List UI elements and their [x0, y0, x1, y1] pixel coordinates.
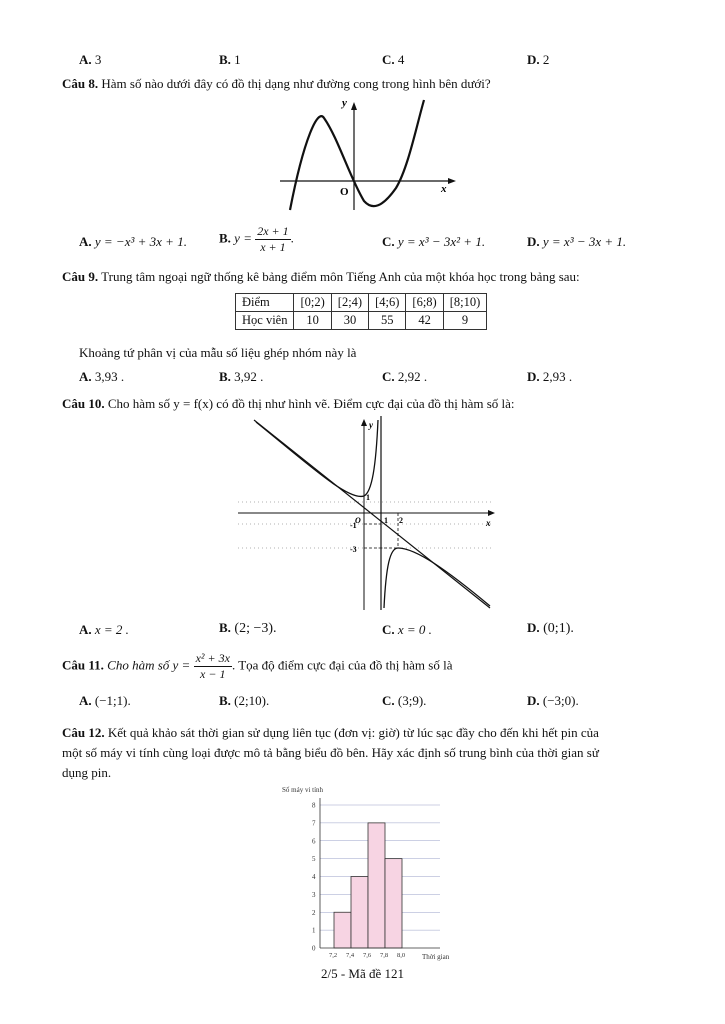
- histo-x-tick-label: 7,8: [380, 952, 389, 959]
- q10-oblique-asymptote: [254, 420, 490, 608]
- q8-cubic-curve: [290, 100, 424, 210]
- histo-bar: [368, 823, 385, 948]
- q9-option-b: B. 3,92 .: [219, 369, 264, 384]
- q10-left-branch: [256, 420, 378, 496]
- q10-text: Cho hàm số y = f(x) có đồ thị như hình vẽ. Điểm cực đại của đồ thị hàm số là:: [107, 396, 515, 411]
- q12-line1-text: Kết quả khảo sát thời gian sử dụng liên tục (đơn vị: giờ) từ lúc sạc đầy cho đến khi hết pin của: [107, 725, 599, 740]
- histo-x-ticks: [329, 952, 405, 959]
- q9-stem: [62, 269, 580, 285]
- q10-y-label: y: [369, 420, 373, 430]
- q7-option-d-text: 2: [542, 52, 550, 67]
- histo-x-label: Thời gian: [422, 953, 450, 961]
- q8-option-a-text: y = −x³ + 3x + 1.: [94, 234, 187, 249]
- q9-score-table: [235, 293, 487, 330]
- histo-bar: [351, 877, 368, 949]
- q7-option-c: C. 4: [382, 52, 405, 67]
- q12-line1: [62, 725, 599, 741]
- table-cell: [0;2): [294, 294, 331, 312]
- q11-option-c: C. (3;9).: [382, 693, 427, 708]
- histo-bar: [385, 859, 402, 948]
- histo-y-tick-label: 0: [312, 944, 316, 953]
- q9-option-c-text: 2,92 .: [397, 369, 428, 384]
- q12-line3: dụng pin.: [62, 765, 112, 780]
- q10-option-c: C. x = 0 .: [382, 622, 432, 637]
- q7-option-d: D. 2: [527, 52, 550, 67]
- histo-y-tick-label: 1: [312, 926, 316, 935]
- q10-x-arrow: [488, 510, 495, 516]
- table-cell: 30: [331, 312, 368, 330]
- q11-label: Câu 11.: [62, 657, 104, 673]
- q8-option-d-text: y = x³ − 3x + 1.: [542, 234, 627, 249]
- q11-denominator: x − 1: [200, 667, 226, 681]
- q8-option-b: B. y = $\frac{2x + 1}{x + 1}$ .: [219, 224, 294, 254]
- q11-text-suffix: . Tọa độ điểm cực đại của đồ thị hàm số là: [231, 657, 453, 673]
- histo-y-tick-label: 3: [312, 890, 316, 899]
- q11-option-a-text: (−1;1).: [94, 693, 131, 708]
- table-cell: 55: [369, 312, 406, 330]
- table-cell: [2;4): [331, 294, 368, 312]
- histo-y-tick-label: 8: [312, 801, 316, 810]
- q8-y-label: y: [342, 98, 347, 109]
- q12-label: Câu 12.: [62, 725, 105, 740]
- q8-x-arrow: [448, 178, 456, 184]
- histo-y-tick-label: 6: [312, 837, 316, 846]
- q7-option-b-text: 1: [234, 52, 241, 67]
- q8-y-arrow: [351, 102, 357, 110]
- histo-y-tick-label: 7: [312, 819, 316, 828]
- q10-option-a: A. x = 2 .: [79, 622, 129, 637]
- q11-fraction: [194, 651, 232, 682]
- q8-stem: [62, 76, 491, 92]
- q8-option-b-prefix: y =: [234, 230, 252, 246]
- q11-option-d-text: (−3;0).: [542, 693, 579, 708]
- q12-histogram: [270, 784, 455, 964]
- q8-option-c: C. y = x³ − 3x² + 1.: [382, 234, 486, 249]
- histo-y-label: Số máy vi tính: [282, 786, 324, 794]
- histo-x-tick-label: 7,2: [329, 952, 338, 959]
- q9-option-b-text: 3,92 .: [234, 369, 264, 384]
- q10-option-d-text: (0;1).: [543, 621, 574, 636]
- q11-stem: [62, 651, 452, 682]
- q8-option-b-denominator: x + 1: [260, 240, 286, 254]
- q8-option-a: A. y = −x³ + 3x + 1.: [79, 234, 187, 249]
- q10-right-branch: [384, 548, 490, 608]
- table-cell: Điểm: [236, 294, 294, 312]
- q7-option-a: A. 3: [79, 52, 102, 67]
- q11-option-c-text: (3;9).: [397, 693, 427, 708]
- q9-option-a: A. 3,93 .: [79, 369, 125, 384]
- table-row: [236, 294, 487, 312]
- histo-y-ticks: [312, 802, 316, 953]
- q9-option-c: C. 2,92 .: [382, 369, 428, 384]
- q8-option-d: D. y = x³ − 3x + 1.: [527, 234, 627, 249]
- q10-y-arrow: [361, 419, 367, 426]
- table-cell: Học viên: [236, 312, 294, 330]
- q7-option-b: B. 1: [219, 52, 241, 67]
- q10-tick-x2: 2: [399, 516, 403, 525]
- q7-option-c-text: 4: [397, 52, 405, 67]
- table-cell: [8;10): [443, 294, 487, 312]
- q11-option-a: A. (−1;1).: [79, 693, 131, 708]
- q10-tick-ym3: -3: [350, 545, 357, 554]
- histo-y-tick-label: 5: [312, 855, 316, 864]
- q9-label: Câu 9.: [62, 269, 99, 284]
- q10-graph: [238, 416, 500, 612]
- table-cell: [4;6): [369, 294, 406, 312]
- q8-x-label: x: [441, 183, 447, 195]
- q8-option-b-numerator: 2x + 1: [257, 224, 289, 238]
- histo-x-tick-label: 8,0: [397, 952, 406, 959]
- q10-tick-y1: 1: [366, 493, 370, 502]
- q11-option-b-text: (2;10).: [234, 693, 270, 708]
- q11-text-prefix: Cho hàm số y =: [107, 657, 191, 673]
- q10-origin-label: O: [355, 516, 361, 525]
- histo-x-tick-label: 7,6: [363, 952, 372, 959]
- table-cell: 10: [294, 312, 331, 330]
- table-cell: 42: [406, 312, 443, 330]
- q8-option-c-text: y = x³ − 3x² + 1.: [397, 234, 486, 249]
- q10-stem: [62, 396, 515, 412]
- q8-option-b-fraction: [255, 224, 290, 255]
- histo-bars: [334, 823, 402, 948]
- q10-option-b: B. (2; −3).: [219, 620, 277, 636]
- q10-option-a-text: x = 2 .: [94, 622, 129, 637]
- q11-option-b: B. (2;10).: [219, 693, 270, 708]
- histo-bar: [334, 912, 351, 948]
- table-cell: [6;8): [406, 294, 443, 312]
- q10-x-label: x: [486, 518, 491, 528]
- q10-option-d: D. (0;1).: [527, 620, 574, 636]
- q10-option-b-text: (2; −3).: [234, 621, 277, 636]
- q9-option-a-text: 3,93 .: [94, 369, 125, 384]
- q8-text: Hàm số nào dưới đây có đồ thị dạng như đường cong trong hình bên dưới?: [101, 76, 491, 91]
- q8-cubic-graph: [276, 98, 461, 213]
- q8-label: Câu 8.: [62, 76, 99, 91]
- histo-x-tick-label: 7,4: [346, 952, 355, 959]
- q11-numerator: x² + 3x: [195, 651, 230, 665]
- q9-question: Khoảng tứ phân vị của mẫu số liệu ghép nhóm này là: [79, 345, 357, 360]
- q10-tick-x1: 1: [384, 516, 388, 525]
- page-footer: 2/5 - Mã đề 121: [320, 966, 405, 981]
- histo-y-tick-label: 2: [312, 908, 316, 917]
- histo-y-tick-label: 4: [312, 873, 316, 881]
- q10-option-c-text: x = 0 .: [397, 622, 432, 637]
- q9-option-d: D. 2,93 .: [527, 369, 573, 384]
- q9-option-d-text: 2,93 .: [542, 369, 573, 384]
- q8-origin-label: O: [340, 186, 349, 198]
- table-row: [236, 312, 487, 330]
- q10-tick-ym1: -1: [350, 521, 357, 530]
- q9-text: Trung tâm ngoại ngữ thống kê bảng điểm môn Tiếng Anh của một khóa học trong bảng sau:: [101, 269, 580, 284]
- q10-label: Câu 10.: [62, 396, 105, 411]
- q11-option-d: D. (−3;0).: [527, 693, 579, 708]
- q12-line2: một số máy vi tính cùng loại được mô tả bằng biểu đồ bên. Hãy xác định số trung bình của thời gian sử: [62, 745, 599, 760]
- q7-option-a-text: 3: [94, 52, 102, 67]
- table-cell: 9: [443, 312, 487, 330]
